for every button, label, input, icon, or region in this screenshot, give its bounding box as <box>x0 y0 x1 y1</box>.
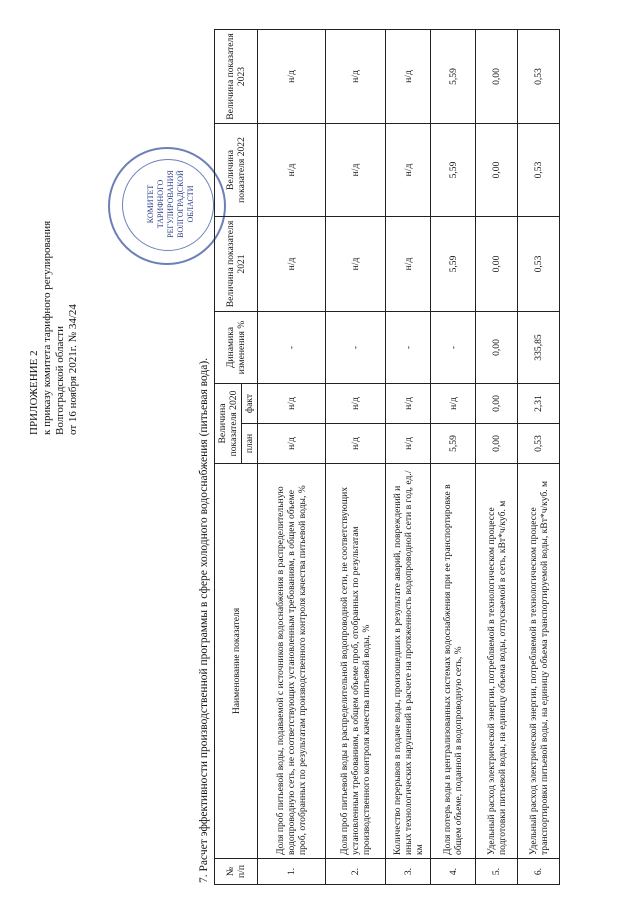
header-2022: Величина показателя 2022 <box>215 123 258 216</box>
stamp-line-3: РЕГУЛИРОВАНИЯ <box>166 170 175 238</box>
cell-2023: н/д <box>326 29 386 123</box>
table-row <box>518 29 560 884</box>
cell-2022: н/д <box>386 123 431 216</box>
cell-2021: 5,59 <box>431 216 476 311</box>
stamp-line-1: КОМИТЕТ <box>146 184 155 224</box>
cell-name: Количество перерывов в подаче воды, произошедших в результате аварий, повреждений и иных технологических нарушений в расчете на протяженность водопроводной сети в год, ед./км <box>386 464 431 859</box>
section-title: 7. Расчет эффективности производственной программы в сфере холодного водоснабжения (питьевая вода). <box>198 357 210 883</box>
header-2020: Величина показателя 2020 <box>215 383 242 463</box>
cell-2022: 0,00 <box>476 123 518 216</box>
cell-2023: 5,59 <box>431 29 476 123</box>
header-dynamics: Динамика изменения % <box>215 311 258 383</box>
cell-2021: 0,53 <box>518 216 560 311</box>
table-header-row <box>215 29 242 884</box>
header-name: Наименование показателя <box>215 464 258 859</box>
header-plan: план <box>242 424 258 464</box>
cell-dynamics: - <box>431 311 476 383</box>
stamp-line-5: ОБЛАСТИ <box>186 185 195 223</box>
cell-num: 6. <box>518 859 560 885</box>
cell-2023: 0,00 <box>476 29 518 123</box>
table-row <box>476 29 518 884</box>
cell-fact: н/д <box>258 383 326 423</box>
cell-name: Удельный расход электрической энергии, потребляемой в технологическом процессе подготовки питьевой воды, на единицу объема воды, отпускаемой в сеть, кВт*ч/куб. м <box>476 464 518 859</box>
cell-dynamics: - <box>326 311 386 383</box>
cell-2021: н/д <box>386 216 431 311</box>
cell-dynamics: - <box>386 311 431 383</box>
cell-num: 2. <box>326 859 386 885</box>
cell-name: Доля проб питьевой воды, подаваемой с источников водоснабжения в распределительную водопроводную сеть, не соответствующих установленным требованиям, в общем объеме проб, отобранных по результатам производственного контроля качества питьевой воды, % <box>258 464 326 859</box>
cell-fact: 0,00 <box>476 383 518 423</box>
stamp-text <box>146 145 196 263</box>
appendix-order-ref: к приказу комитета тарифного регулирования <box>41 220 53 435</box>
cell-2023: 0,53 <box>518 29 560 123</box>
header-2023: Величина показателя 2023 <box>215 29 258 123</box>
efficiency-table <box>214 29 560 885</box>
cell-num: 5. <box>476 859 518 885</box>
cell-2021: н/д <box>258 216 326 311</box>
cell-plan: н/д <box>386 424 431 464</box>
cell-dynamics: 335,85 <box>518 311 560 383</box>
header-num: № п/п <box>215 859 258 885</box>
cell-2022: н/д <box>326 123 386 216</box>
cell-plan: 0,00 <box>476 424 518 464</box>
table-row <box>386 29 431 884</box>
cell-name: Удельный расход электрической энергии, потребляемой в технологическом процессе транспортировки питьевой воды, на единицу объема транспортируемой воды, кВт*ч/куб. м <box>518 464 560 859</box>
cell-fact: 2,31 <box>518 383 560 423</box>
stamp-line-4: ВОЛГОГРАДСКОЙ <box>176 170 185 238</box>
cell-dynamics: 0,00 <box>476 311 518 383</box>
appendix-date: от 16 ноября 2021г. № 34/24 <box>67 304 79 435</box>
cell-num: 3. <box>386 859 431 885</box>
table-row <box>431 29 476 884</box>
cell-fact: н/д <box>326 383 386 423</box>
official-stamp <box>108 147 226 265</box>
cell-2023: н/д <box>258 29 326 123</box>
cell-2022: н/д <box>258 123 326 216</box>
cell-plan: 0,53 <box>518 424 560 464</box>
cell-2023: н/д <box>386 29 431 123</box>
appendix-header <box>28 105 80 435</box>
cell-num: 1. <box>258 859 326 885</box>
cell-plan: н/д <box>258 424 326 464</box>
cell-plan: 5,59 <box>431 424 476 464</box>
stamp-line-2: ТАРИФНОГО <box>156 179 165 229</box>
cell-2021: 0,00 <box>476 216 518 311</box>
table-row <box>326 29 386 884</box>
header-fact: факт <box>242 383 258 423</box>
cell-fact: н/д <box>386 383 431 423</box>
cell-name: Доля проб питьевой воды в распределительной водопроводной сети, не соответствующих установленным требованиям, в общем объеме проб, отобранных по результатам производственного контроля качества питьевой воды, % <box>326 464 386 859</box>
cell-2022: 0,53 <box>518 123 560 216</box>
table-row <box>258 29 326 884</box>
appendix-title: ПРИЛОЖЕНИЕ 2 <box>28 350 40 435</box>
cell-name: Доля потерь воды в централизованных системах водоснабжения при ее транспортировке в общем объеме, поданной в водопроводную сеть, % <box>431 464 476 859</box>
cell-plan: н/д <box>326 424 386 464</box>
cell-fact: н/д <box>431 383 476 423</box>
cell-num: 4. <box>431 859 476 885</box>
cell-2022: 5,59 <box>431 123 476 216</box>
cell-dynamics: - <box>258 311 326 383</box>
appendix-region: Волгоградской области <box>54 326 66 435</box>
cell-2021: н/д <box>326 216 386 311</box>
header-2021: Величина показателя 2021 <box>215 216 258 311</box>
